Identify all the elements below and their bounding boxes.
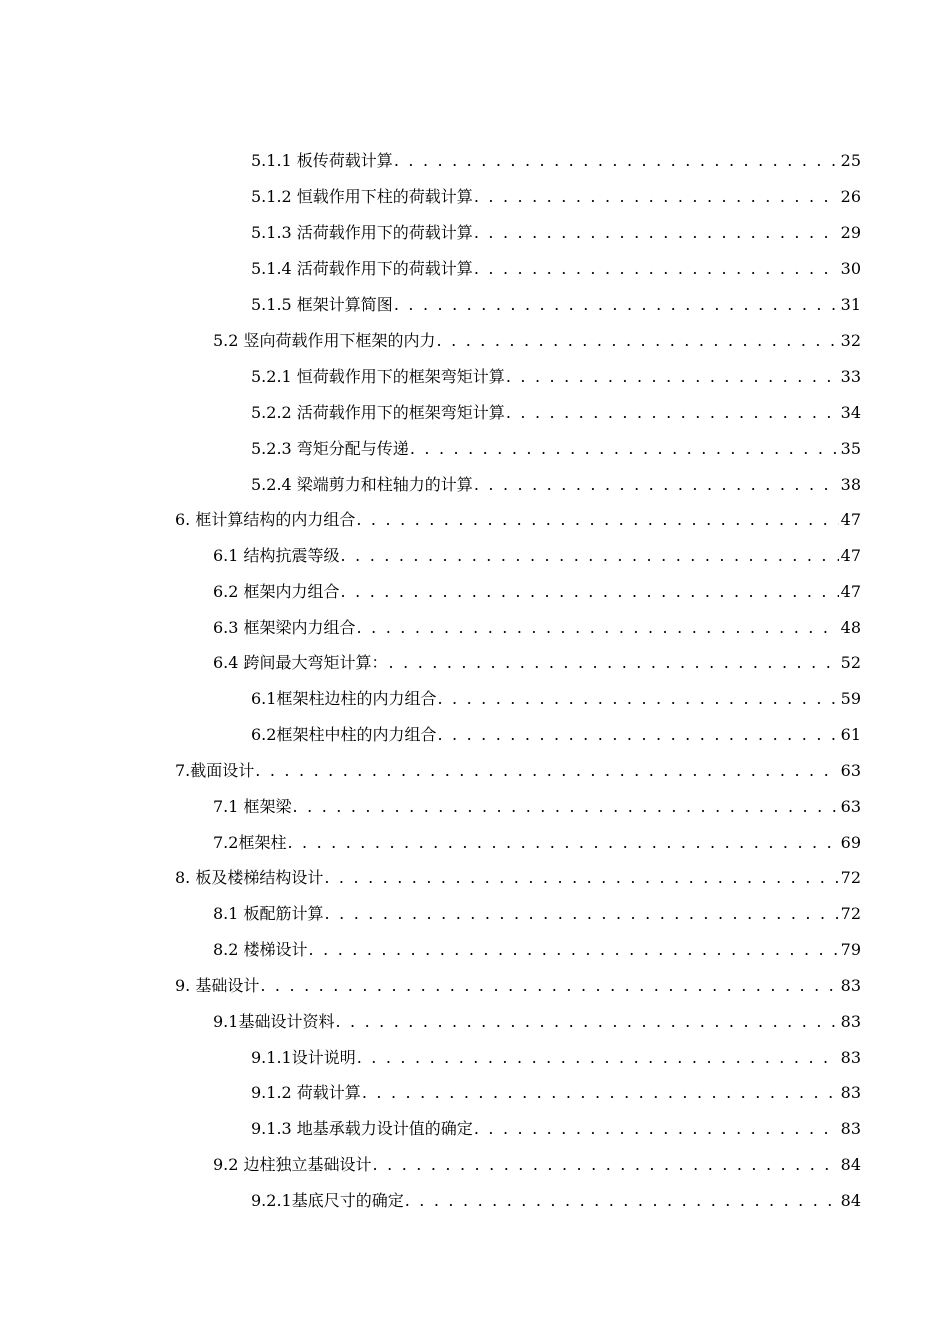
toc-entry[interactable] [251,292,861,318]
toc-entry-page: 83 [840,976,861,995]
dot-leader [437,722,838,748]
toc-entry-page: 47 [840,546,861,565]
toc-entry[interactable] [251,256,861,282]
toc-entry[interactable] [213,615,861,641]
toc-entry-page: 33 [840,367,861,386]
toc-entry-title: 5.1.1 板传荷载计算 [251,151,393,170]
toc-entry[interactable] [175,973,861,999]
toc-entry[interactable] [213,830,861,856]
toc-entry-title: 5.2 竖向荷载作用下框架的内力 [213,331,436,350]
toc-entry-page: 29 [840,223,861,242]
toc-entry-title: 5.1.4 活荷载作用下的荷载计算 [251,259,473,278]
dot-leader [357,615,839,641]
toc-entry-page: 52 [840,653,861,672]
toc-entry-title: 9. 基础设计 [175,976,260,995]
toc-entry-page: 61 [840,725,861,744]
dot-leader [474,220,839,246]
toc-entry-title: 7.1 框架梁 [213,797,292,816]
toc-entry-title: 7.2框架柱 [213,833,287,852]
dot-leader [405,1188,839,1214]
toc-entry-title: 6.1框架柱边柱的内力组合 [251,689,437,708]
toc-entry-page: 63 [840,761,861,780]
toc-entry-title: 6.2 框架内力组合 [213,582,340,601]
toc-entry-page: 30 [840,259,861,278]
toc-entry-title: 6. 框计算结构的内力组合 [175,510,356,529]
dot-leader [389,650,839,676]
toc-entry[interactable] [251,436,861,462]
dot-leader [260,973,838,999]
toc-entry[interactable] [213,794,861,820]
toc-entry[interactable] [213,1152,861,1178]
toc-entry-page: 47 [840,582,861,601]
toc-entry[interactable] [251,1080,861,1106]
toc-entry-title: 9.2.1基底尺寸的确定 [251,1191,404,1210]
toc-entry-page: 72 [840,868,861,887]
toc-entry-title: 6.2框架柱中柱的内力组合 [251,725,437,744]
toc-entry[interactable] [213,937,861,963]
dot-leader [394,292,839,318]
toc-entry[interactable] [251,1045,861,1071]
toc-entry[interactable] [213,1009,861,1035]
toc-entry[interactable] [175,865,861,891]
dot-leader [373,1152,839,1178]
dot-leader [362,1080,839,1106]
dot-leader [255,758,838,784]
toc-entry-title: 8.1 板配筋计算 [213,904,324,923]
toc-entry[interactable] [251,1116,861,1142]
toc-entry-page: 84 [840,1191,861,1210]
toc-entry-title: 7.截面设计 [175,761,255,780]
toc-entry-title: 9.1.1设计说明 [251,1048,356,1067]
dot-leader [437,686,838,712]
dot-leader [325,901,839,927]
toc-entry[interactable] [251,184,861,210]
toc-entry[interactable] [251,472,861,498]
toc-entry[interactable] [213,543,861,569]
toc-entry[interactable] [213,901,861,927]
toc-entry[interactable] [213,579,861,605]
toc-entry-page: 79 [840,940,861,959]
dot-leader [474,184,839,210]
toc-entry-title: 9.2 边柱独立基础设计 [213,1155,372,1174]
dot-leader [474,472,839,498]
toc-entry-page: 38 [840,475,861,494]
toc-entry[interactable] [251,220,861,246]
toc-entry-page: 72 [840,904,861,923]
toc-entry-page: 32 [840,331,861,350]
dot-leader [506,364,839,390]
toc-entry-title: 5.2.2 活荷载作用下的框架弯矩计算 [251,403,505,422]
toc-entry-title: 5.1.2 恒载作用下柱的荷载计算 [251,187,473,206]
toc-entry-title: 9.1.3 地基承载力设计值的确定 [251,1119,473,1138]
toc-entry-title: 5.1.5 框架计算简图 [251,295,393,314]
dot-leader [287,830,838,856]
dot-leader [341,543,839,569]
toc-entry[interactable] [251,148,861,174]
toc-entry-page: 83 [840,1012,861,1031]
toc-entry-title: 6.1 结构抗震等级 [213,546,340,565]
toc-entry[interactable] [251,400,861,426]
dot-leader [341,579,839,605]
dot-leader [474,256,839,282]
dot-leader [356,507,838,533]
toc-entry-title: 9.1基础设计资料 [213,1012,335,1031]
toc-entry-page: 84 [840,1155,861,1174]
dot-leader [335,1009,838,1035]
dot-leader [394,148,839,174]
toc-entry-page: 59 [840,689,861,708]
toc-entry-title: 5.2.3 弯矩分配与传递 [251,439,409,458]
toc-entry-page: 83 [840,1083,861,1102]
toc-entry-page: 83 [840,1119,861,1138]
toc-entry-title: 6.4 跨间最大弯矩计算： [213,653,388,672]
dot-leader [309,937,839,963]
dot-leader [357,1045,839,1071]
toc-entry-title: 5.2.4 梁端剪力和柱轴力的计算 [251,475,473,494]
dot-leader [410,436,839,462]
toc-entry-title: 9.1.2 荷载计算 [251,1083,361,1102]
toc-entry-page: 25 [840,151,861,170]
toc-entry[interactable] [175,758,861,784]
toc-entry[interactable] [213,328,861,354]
toc-entry-page: 34 [840,403,861,422]
toc-entry[interactable] [175,507,861,533]
toc-entry-page: 63 [840,797,861,816]
toc-entry-title: 6.3 框架梁内力组合 [213,618,356,637]
toc-entry-title: 5.2.1 恒荷载作用下的框架弯矩计算 [251,367,505,386]
dot-leader [474,1116,839,1142]
toc-entry-page: 83 [840,1048,861,1067]
toc-entry-page: 69 [840,833,861,852]
toc-entry-title: 8. 板及楼梯结构设计 [175,868,324,887]
toc-entry-title: 5.1.3 活荷载作用下的荷载计算 [251,223,473,242]
toc-entry-page: 26 [840,187,861,206]
dot-leader [437,328,839,354]
toc-entry-page: 48 [840,618,861,637]
toc-entry-page: 31 [840,295,861,314]
toc-entry[interactable] [213,650,861,676]
toc-entry[interactable] [251,722,861,748]
toc-entry[interactable] [251,364,861,390]
toc-entry[interactable] [251,686,861,712]
toc-entry-page: 35 [840,439,861,458]
dot-leader [506,400,839,426]
toc-entry-title: 8.2 楼梯设计 [213,940,308,959]
dot-leader [324,865,838,891]
toc-entry-page: 47 [840,510,861,529]
dot-leader [293,794,839,820]
toc-entry[interactable] [251,1188,861,1214]
